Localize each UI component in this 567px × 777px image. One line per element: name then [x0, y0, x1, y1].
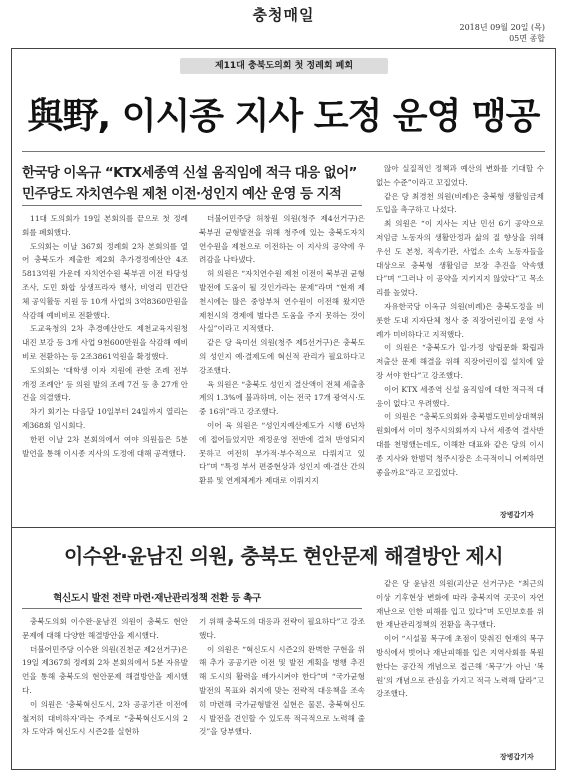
subhead-1: 한국당 이옥규 “KTX세종역 신설 움직임에 적극 대응 없어”	[22, 165, 357, 181]
story2-column-3	[376, 577, 544, 747]
masthead: 충청매일	[252, 6, 315, 24]
story1-column-3	[376, 162, 544, 507]
paragraph: 이 의원은 “충북도의회와 충북범도민비상대책위원회에서 이미 청주시의회까지 나서 세종역 결사반대를 천명했는데도, 이해찬 대표와 같은 당의 이시종 지사와 한범덕 청주시장은 소극적이니 어찌하면 좋을까요”라고 꼬집었다.	[376, 412, 544, 477]
story1-byline: 장병갑기자	[500, 511, 534, 519]
paragraph: 이어 KTX 세종역 신설 움직임에 대한 적극적 대응이 없다고 우려했다.	[376, 384, 544, 408]
paragraph: 더불어민주당 허창원 의원(청주 제4선거구)은 북부권 균형발전을 위해 청주에 있는 충북도자치연수원을 제천으로 이전하는 이 지사의 공약에 우려감을 나타냈다.	[199, 214, 365, 265]
subhead-2: 민주당도 자치연수원 제천 이전·성인지 예산 운영 등 지적	[22, 186, 342, 202]
paragraph: 이어 육 의원은 “성인지예산제도가 시행 6년차에 접어들었지만 재정운영 전반에 걸쳐 반영되지 못하고 여전히 부가적·부수적으로 다뤄지고 있다”며 “특정 부서 편중현상과 성인지 예·결산 간의 환류 및 연계체계가 제대로 이뤄지지	[199, 420, 365, 486]
paragraph: 같은 당 최경천 의원(비례)은 충북형 생활임금제 도입을 촉구하고 나섰다.	[376, 191, 544, 215]
paragraph: 육 의원은 “충북도 성인지 결산액이 전체 세출총계의 1.3%에 불과하며, 이는 전국 17개 광역시·도 중 16위”라고 강조했다.	[199, 379, 365, 417]
subhead-rule	[22, 205, 362, 206]
story2-column-2	[199, 615, 365, 765]
story-divider	[11, 527, 556, 528]
paragraph: 자유한국당 이옥규 의원(비례)은 충북도정을 비롯한 도내 지자단체 청사 중 직장어린이집 운영 사례가 미비하다고 지적했다.	[376, 301, 544, 339]
paragraph: 한편 이날 2차 본회의에서 여야 의원들은 5분 발언을 통해 이시종 지사의 도정에 대해 공격했다.	[22, 434, 188, 458]
story2-subhead: 혁신도시 발전 전략 마련·재난관리정책 전환 등 촉구	[53, 593, 261, 604]
story2-headline: 이수완·윤남진 의원, 충북도 현안문제 해결방안 제시	[64, 544, 503, 568]
paragraph: 이어 “시설물 복구에 초점이 맞춰진 현재의 복구방식에서 벗어나 재난피해를 입은 지역사회를 복원한다는 공간적 개념으로 접근해 ‘복구’가 아닌 ‘복원’의 개념으로 관심을 가지고 적극 노력해 달라”고 강조했다.	[376, 634, 544, 699]
main-headline: 與野, 이시종 지사 도정 운영 맹공	[27, 96, 540, 137]
story2-column-1	[22, 615, 188, 765]
paragraph: 차기 회기는 다음달 10일부터 24일까지 열리는 제368회 임시회다.	[22, 407, 188, 430]
section-label: 제11대 충북도의회 첫 정례회 폐회	[180, 58, 388, 74]
paragraph: 같은 당 윤남진 의원(괴산군 선거구)은 “최근의 이상 기후현상 변화에 따라 충북지역 곳곳이 자연재난으로 인한 피해를 입고 있다”며 도민보호를 위한 재난관리정책의 전환을 촉구했다.	[376, 579, 544, 630]
paragraph: 이 의원은 ‘충북혁신도시, 2차 공공기관 이전에 철저히 대비하자’라는 주제로 “충북혁신도시의 2차 도약과 혁신도시 시즌2를 실현하	[22, 699, 188, 737]
paragraph: 더불어민주당 이수완 의원(진천군 제2선거구)은 19일 제367회 정례회 2차 본회의에서 5분 자유발언을 통해 충북도의 현안문제 해결방안을 제시했다.	[22, 644, 188, 695]
paragraph: 충북도의회 이수완·윤남진 의원이 충북도 현안 문제에 대해 다양한 해결방안을 제시했다.	[22, 617, 188, 640]
paragraph: 도교육청의 2차 추경예산안도 제천교육지원청 내진 보강 등 3개 사업 9천600만원을 삭감해 예비비로 전환하는 등 2조3861억원을 확정했다.	[22, 324, 188, 361]
dateline	[459, 22, 545, 44]
page-number: 05면 종합	[509, 34, 545, 43]
paragraph: 최 의원은 “이 지사는 지난 민선 6기 공약으로 저임금 노동자의 생활안정과 삶의 질 향상을 위해 우선 도 본청, 직속기관, 사업소 소속 노동자들을 대상으로 충북형 생활임금 보장 추진을 약속했다”며 “그러나 이 공약을 지키지지 않았다”고 목소리를 높였다.	[376, 219, 544, 298]
paragraph: 이 의원은 “혁신도시 시즌2의 완벽한 구현을 위해 추가 공공기관 이전 및 발전 계획을 병행 추진해 도시의 활력을 배가시켜야 한다”며 “국가균형 발전의 목표와 취지에 맞는 전략적 대응책을 조속히 마련해 국가균형발전 실현은 물론, 충북혁신도시 발전을 견인할 수 있도록 적극적으로 노력해 줄 것”을 당부했다.	[199, 644, 365, 737]
story1-column-2	[199, 212, 365, 507]
publish-date: 2018년 09월 20일 (목)	[459, 23, 545, 32]
paragraph: 이 의원은 “충북도가 일·가정 양립문화 확립과 저출산 문제 해결을 위해 직장어린이집 설치에 앞장 서야 한다”고 강조했다.	[376, 343, 544, 380]
headline-rule-top	[22, 151, 545, 152]
story2-subhead-rule	[22, 608, 362, 609]
story1-column-1	[22, 212, 188, 507]
paragraph: 11대 도의회가 19일 본회의를 끝으로 첫 정례회를 폐회했다.	[22, 214, 188, 237]
paragraph: 도의회는 ‘대학생 이자 지원에 관한 조례 전부 개정 조례안’ 등 의원 발의 조례 7건 등 총 27개 안건을 의결했다.	[22, 365, 188, 403]
paragraph: 허 의원은 “자치연수원 제천 이전이 북부권 균형발전에 도움이 될 것인가라는 문제”라며 “현재 제천시에는 많은 중앙부처 연수원이 이전해 왔지만 제천시의 경제에 별다른 도움을 주지 못하는 것이 사실”이라고 지적했다.	[199, 269, 365, 334]
story2-byline: 장병갑기자	[500, 753, 534, 761]
paragraph: 기 위해 충북도의 대응과 전략이 필요하다”고 강조했다.	[199, 617, 365, 640]
paragraph: 않아 실질적인 정책과 예산의 변화를 기대할 수 없는 수준”이라고 꼬집었다.	[376, 164, 544, 187]
paragraph: 같은 당 육미선 의원(청주 제5선거구)은 충북도의 성인지 예·결제도에 혁신적 관리가 필요하다고 강조했다.	[199, 338, 365, 375]
paragraph: 도의회는 이날 367회 정례회 2차 본회의를 열어 충북도가 제출한 제2회 추가경정예산안 4조5813억원 가운데 자치연수원 북부권 이전 타당성 조사, 도민 화합 상생프라자 행사, 비영리 민간단체 공익활동 지원 등 10개 사업의 3억8360만원을 삭감해 예비비로 전환했다.	[22, 241, 188, 320]
